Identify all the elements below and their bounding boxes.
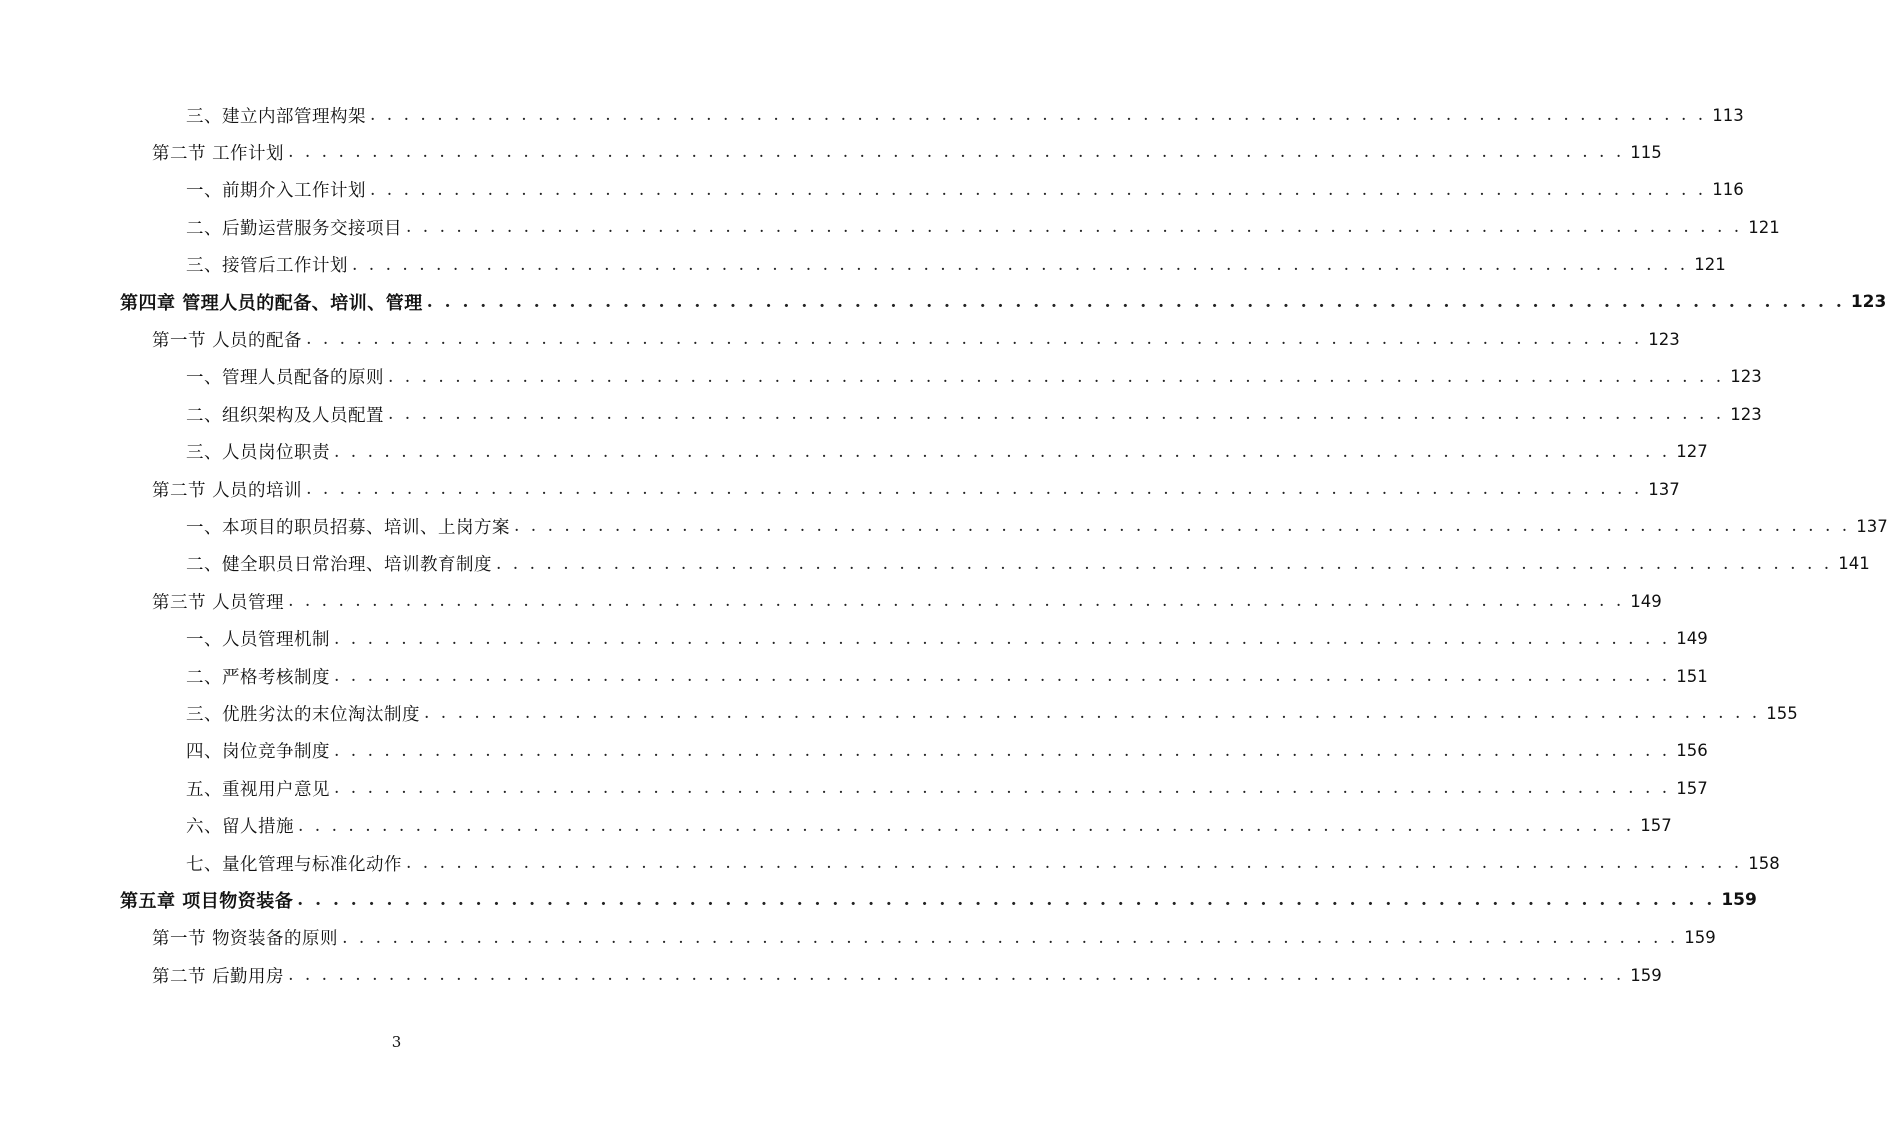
toc-entry-title: 第二节 工作计划 — [152, 143, 285, 164]
dot-leader: . . . . . . . . . . . . . . . . . . . . . . . . . . . . . . . . . . . . . . . . . . . . . . . . . . . . . . . . . . . . . . . . . . . . . . . . . . . . . . . . — [288, 142, 1625, 163]
toc-entry-title: 二、健全职员日常治理、培训教育制度 — [186, 555, 492, 576]
dot-leader: . . . . . . . . . . . . . . . . . . . . . . . . . . . . . . . . . . . . . . . . . . . . . . . . . . . . . . . . . . . . . . . . . . . . . . . . . . . . . . . . — [288, 965, 1625, 986]
toc-entry-line — [120, 287, 1887, 317]
toc-entry-page: 121 — [1748, 217, 1780, 237]
dot-leader: . . . . . . . . . . . . . . . . . . . . . . . . . . . . . . . . . . . . . . . . . . . . . . . . . . . . . . . . . . . . . . . . . . . . . . . . . . . . . . . . — [426, 292, 1845, 312]
toc-entry[interactable] — [0, 511, 1888, 541]
toc-entry[interactable] — [0, 661, 1708, 691]
dot-leader: . . . . . . . . . . . . . . . . . . . . . . . . . . . . . . . . . . . . . . . . . . . . . . . . . . . . . . . . . . . . . . . . . . . . . . . . . . . . . . . . — [406, 217, 1743, 238]
toc-entry-title: 二、严格考核制度 — [186, 667, 330, 688]
toc-entry-page: 123 — [1730, 404, 1762, 424]
toc-entry-page: 115 — [1630, 142, 1662, 162]
toc-entry-title: 六、留人措施 — [186, 817, 294, 838]
dot-leader: . . . . . . . . . . . . . . . . . . . . . . . . . . . . . . . . . . . . . . . . . . . . . . . . . . . . . . . . . . . . . . . . . . . . . . . . . . . . . . . . — [334, 740, 1671, 761]
toc-entry-line — [186, 773, 1708, 803]
dot-leader: . . . . . . . . . . . . . . . . . . . . . . . . . . . . . . . . . . . . . . . . . . . . . . . . . . . . . . . . . . . . . . . . . . . . . . . . . . . . . . . . — [334, 628, 1671, 649]
toc-entry-title: 一、前期介入工作计划 — [186, 181, 366, 202]
toc-entry-line — [186, 736, 1708, 766]
toc-entry-page: 127 — [1676, 442, 1708, 462]
toc-entry[interactable] — [0, 137, 1662, 167]
toc-entry-line — [186, 661, 1708, 691]
toc-entry-title: 第三节 人员管理 — [152, 592, 285, 613]
dot-leader: . . . . . . . . . . . . . . . . . . . . . . . . . . . . . . . . . . . . . . . . . . . . . . . . . . . . . . . . . . . . . . . . . . . . . . . . . . . . . . . . — [298, 815, 1635, 836]
toc-entry-title: 三、接管后工作计划 — [186, 256, 348, 277]
toc-entry-title: 四、岗位竞争制度 — [186, 742, 330, 763]
dot-leader: . . . . . . . . . . . . . . . . . . . . . . . . . . . . . . . . . . . . . . . . . . . . . . . . . . . . . . . . . . . . . . . . . . . . . . . . . . . . . . . . — [370, 179, 1707, 200]
toc-entry-line — [152, 923, 1716, 953]
toc-entry-line — [186, 511, 1888, 541]
dot-leader: . . . . . . . . . . . . . . . . . . . . . . . . . . . . . . . . . . . . . . . . . . . . . . . . . . . . . . . . . . . . . . . . . . . . . . . . . . . . . . . . — [288, 591, 1625, 612]
dot-leader: . . . . . . . . . . . . . . . . . . . . . . . . . . . . . . . . . . . . . . . . . . . . . . . . . . . . . . . . . . . . . . . . . . . . . . . . . . . . . . . . — [370, 105, 1707, 125]
toc-entry-title: 三、人员岗位职责 — [186, 443, 330, 464]
dot-leader: . . . . . . . . . . . . . . . . . . . . . . . . . . . . . . . . . . . . . . . . . . . . . . . . . . . . . . . . . . . . . . . . . . . . . . . . . . . . . . . . — [406, 853, 1743, 873]
toc-entry[interactable] — [0, 624, 1708, 654]
toc-entry-page: 141 — [1838, 554, 1870, 574]
toc-entry[interactable] — [0, 811, 1672, 841]
toc-entry-title: 七、量化管理与标准化动作 — [186, 854, 402, 875]
toc-entry-line — [186, 100, 1744, 130]
toc-entry-title: 第四章 管理人员的配备、培训、管理 — [120, 293, 423, 314]
dot-leader: . . . . . . . . . . . . . . . . . . . . . . . . . . . . . . . . . . . . . . . . . . . . . . . . . . . . . . . . . . . . . . . . . . . . . . . . . . . . . . . . — [388, 366, 1725, 387]
toc-entry-page: 123 — [1648, 329, 1680, 349]
toc-entry[interactable] — [0, 923, 1716, 953]
toc-entry-page: 159 — [1630, 965, 1662, 985]
toc-entry-line — [152, 960, 1662, 990]
toc-entry-title: 五、重视用户意见 — [186, 779, 330, 800]
toc-entry-line — [186, 437, 1708, 467]
toc-entry[interactable] — [0, 474, 1680, 504]
dot-leader: . . . . . . . . . . . . . . . . . . . . . . . . . . . . . . . . . . . . . . . . . . . . . . . . . . . . . . . . . . . . . . . . . . . . . . . . . . . . . . . . — [514, 516, 1851, 537]
toc-entry-line — [186, 698, 1798, 728]
toc-entry[interactable] — [0, 437, 1708, 467]
toc-entry[interactable] — [0, 100, 1744, 130]
dot-leader: . . . . . . . . . . . . . . . . . . . . . . . . . . . . . . . . . . . . . . . . . . . . . . . . . . . . . . . . . . . . . . . . . . . . . . . . . . . . . . . . — [424, 703, 1761, 724]
toc-entry-title: 第一节 物资装备的原则 — [152, 929, 339, 950]
dot-leader: . . . . . . . . . . . . . . . . . . . . . . . . . . . . . . . . . . . . . . . . . . . . . . . . . . . . . . . . . . . . . . . . . . . . . . . . . . . . . . . . — [306, 329, 1643, 350]
dot-leader: . . . . . . . . . . . . . . . . . . . . . . . . . . . . . . . . . . . . . . . . . . . . . . . . . . . . . . . . . . . . . . . . . . . . . . . . . . . . . . . . — [306, 479, 1643, 499]
toc-entry-title: 二、后勤运营服务交接项目 — [186, 218, 402, 239]
toc-entry-line — [152, 324, 1680, 354]
toc-entry[interactable] — [0, 698, 1798, 728]
toc-entry-page: 157 — [1640, 816, 1672, 836]
toc-entry-line — [186, 250, 1726, 280]
toc-entry-line — [186, 811, 1672, 841]
toc-entry[interactable] — [0, 960, 1662, 990]
toc-entry-title: 第一节 人员的配备 — [152, 330, 303, 351]
toc-entry[interactable] — [0, 175, 1744, 205]
toc-entry[interactable] — [0, 362, 1762, 392]
toc-entry-page: 157 — [1676, 778, 1708, 798]
toc-entry[interactable] — [0, 324, 1680, 354]
toc-entry-page: 156 — [1676, 741, 1708, 761]
toc-entry-page: 155 — [1766, 703, 1798, 723]
toc-entry-title: 一、管理人员配备的原则 — [186, 368, 384, 389]
toc-entry-page: 159 — [1721, 890, 1757, 911]
toc-entry-page: 137 — [1856, 516, 1888, 536]
toc-entry-line — [152, 474, 1680, 504]
dot-leader: . . . . . . . . . . . . . . . . . . . . . . . . . . . . . . . . . . . . . . . . . . . . . . . . . . . . . . . . . . . . . . . . . . . . . . . . . . . . . . . . — [352, 254, 1689, 275]
toc-entry-page: 137 — [1648, 479, 1680, 499]
toc-entry[interactable] — [0, 586, 1662, 616]
toc-entry[interactable] — [0, 212, 1780, 242]
toc-entry-line — [186, 549, 1870, 579]
toc-entry[interactable] — [0, 287, 1887, 317]
toc-entry-title: 二、组织架构及人员配置 — [186, 405, 384, 426]
toc-entry-page: 159 — [1684, 928, 1716, 948]
toc-entry-page: 123 — [1730, 367, 1762, 387]
toc-entry[interactable] — [0, 399, 1762, 429]
toc-entry-title: 第二节 后勤用房 — [152, 966, 285, 987]
toc-entry-title: 三、优胜劣汰的末位淘汰制度 — [186, 704, 420, 725]
toc-entry[interactable] — [0, 549, 1870, 579]
toc-entry-line — [186, 175, 1744, 205]
toc-entry-page: 113 — [1712, 105, 1744, 125]
toc-entry[interactable] — [0, 885, 1757, 915]
toc-entry-title: 第二节 人员的培训 — [152, 480, 303, 501]
toc-entry-title: 第五章 项目物资装备 — [120, 891, 294, 913]
dot-leader: . . . . . . . . . . . . . . . . . . . . . . . . . . . . . . . . . . . . . . . . . . . . . . . . . . . . . . . . . . . . . . . . . . . . . . . . . . . . . . . . — [334, 441, 1671, 462]
toc-entry-title: 一、本项目的职员招募、培训、上岗方案 — [186, 517, 510, 538]
dot-leader: . . . . . . . . . . . . . . . . . . . . . . . . . . . . . . . . . . . . . . . . . . . . . . . . . . . . . . . . . . . . . . . . . . . . . . . . . . . . . . . . — [388, 404, 1725, 425]
toc-entry-line — [186, 848, 1780, 878]
toc-entry-page: 151 — [1676, 666, 1708, 686]
toc-entry-line — [120, 885, 1757, 915]
toc-entry[interactable] — [0, 736, 1708, 766]
toc-entry[interactable] — [0, 250, 1726, 280]
toc-entry-page: 121 — [1694, 255, 1726, 275]
dot-leader: . . . . . . . . . . . . . . . . . . . . . . . . . . . . . . . . . . . . . . . . . . . . . . . . . . . . . . . . . . . . . . . . . . . . . . . . . . . . . . . . — [334, 778, 1671, 799]
toc-entry-page: 149 — [1676, 629, 1708, 649]
toc-entry-line — [186, 399, 1762, 429]
toc-entry-page: 158 — [1748, 853, 1780, 873]
dot-leader: . . . . . . . . . . . . . . . . . . . . . . . . . . . . . . . . . . . . . . . . . . . . . . . . . . . . . . . . . . . . . . . . . . . . . . . . . . . . . . . . — [334, 666, 1671, 686]
page-number: 3 — [391, 1033, 402, 1051]
toc-entry-line — [186, 212, 1780, 242]
dot-leader: . . . . . . . . . . . . . . . . . . . . . . . . . . . . . . . . . . . . . . . . . . . . . . . . . . . . . . . . . . . . . . . . . . . . . . . . . . . . . . . . — [342, 927, 1679, 948]
toc-entry[interactable] — [0, 773, 1708, 803]
dot-leader: . . . . . . . . . . . . . . . . . . . . . . . . . . . . . . . . . . . . . . . . . . . . . . . . . . . . . . . . . . . . . . . . . . . . . . . . . . . . . . . . — [496, 553, 1833, 574]
toc-entry[interactable] — [0, 848, 1780, 878]
toc-entry-title: 三、建立内部管理构架 — [186, 106, 366, 127]
toc-entry-line — [186, 362, 1762, 392]
dot-leader: . . . . . . . . . . . . . . . . . . . . . . . . . . . . . . . . . . . . . . . . . . . . . . . . . . . . . . . . . . . . . . . . . . . . . . . . . . . . . . . . — [297, 890, 1716, 911]
toc-entry-line — [152, 586, 1662, 616]
toc-entry-title: 一、人员管理机制 — [186, 630, 330, 651]
toc-entry-line — [152, 137, 1662, 167]
toc-entry-line — [186, 624, 1708, 654]
toc-entry-page: 116 — [1712, 180, 1744, 200]
toc-entry-page: 123 — [1850, 292, 1887, 312]
toc-entry-page: 149 — [1630, 591, 1662, 611]
